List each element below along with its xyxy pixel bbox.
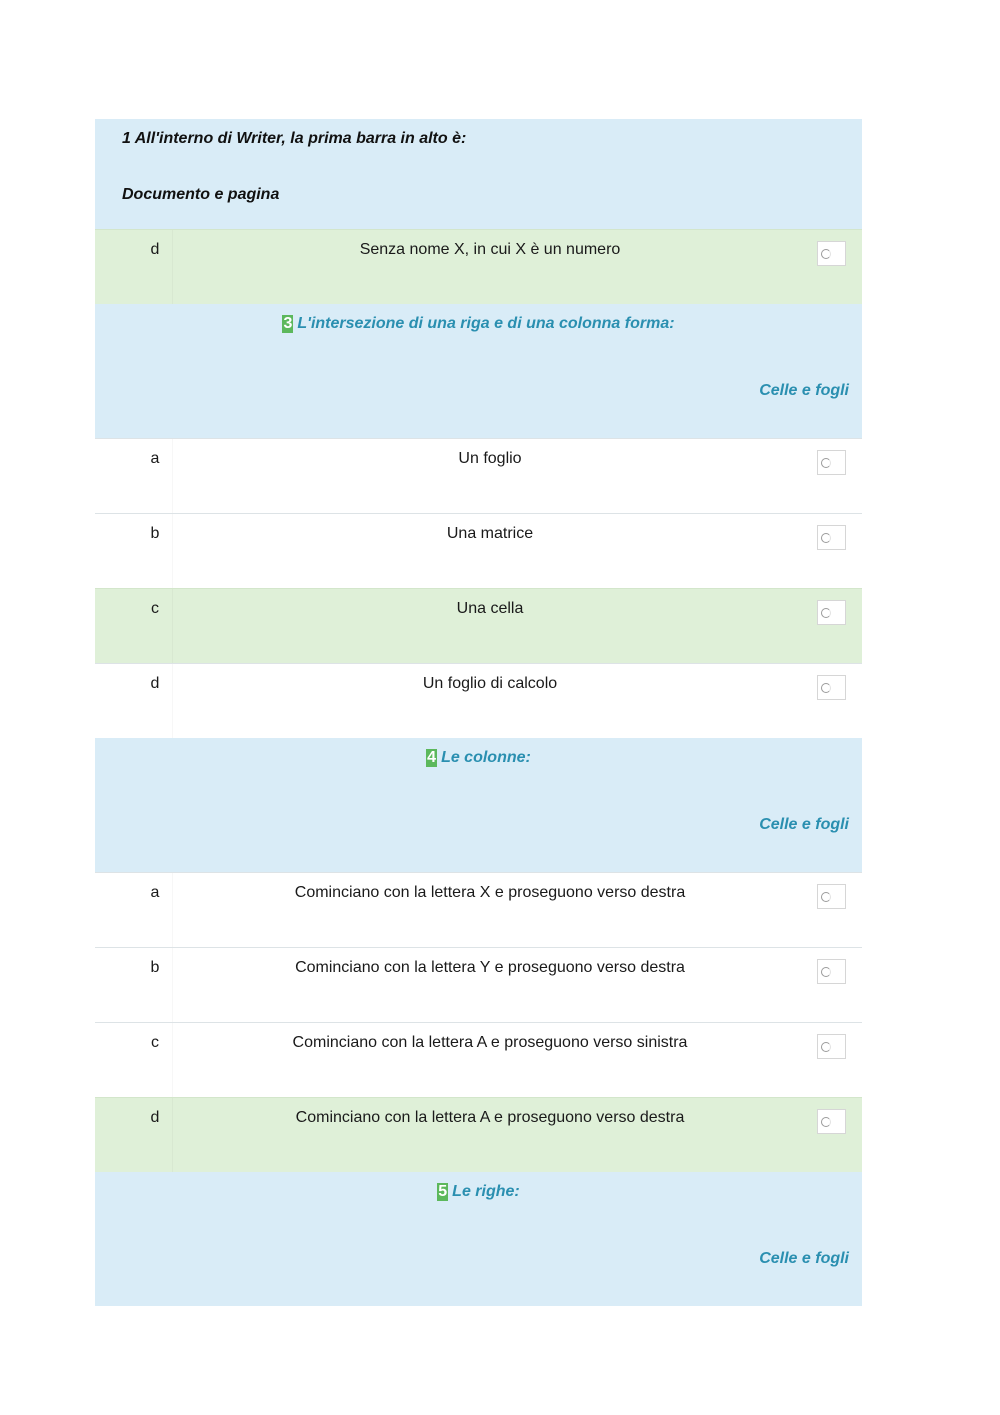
answer-row: [95, 663, 862, 738]
radio-button-icon: [821, 608, 831, 618]
answer-letter: c: [151, 1034, 159, 1051]
column-divider: [172, 873, 173, 947]
quiz-page: [95, 119, 862, 1306]
radio-button-icon: [821, 533, 831, 543]
answer-radio-button[interactable]: [817, 241, 846, 266]
answer-text: Senza nome X, in cui X è un numero: [359, 241, 621, 258]
answer-row: [95, 438, 862, 513]
answer-radio-button[interactable]: [817, 959, 846, 984]
answer-row: [95, 1097, 862, 1172]
column-divider: [172, 514, 173, 588]
radio-button-icon: [821, 1042, 831, 1052]
question-3-header: [95, 304, 862, 438]
answer-text: Una matrice: [446, 525, 534, 542]
question-3-category: Celle e fogli: [759, 382, 849, 399]
answer-radio-button[interactable]: [817, 675, 846, 700]
question-1-title: 1 All'interno di Writer, la prima barra in alto è:: [122, 130, 467, 147]
answer-text: Cominciano con la lettera A e proseguono verso destra: [295, 1109, 685, 1126]
radio-button-icon: [821, 1117, 831, 1127]
question-5-title: Le righe:: [452, 1183, 520, 1200]
answer-radio-button[interactable]: [817, 884, 846, 909]
answer-letter: a: [150, 450, 160, 467]
radio-button-icon: [821, 683, 831, 693]
column-divider: [172, 589, 173, 663]
answer-letter: b: [150, 525, 160, 542]
answer-letter: a: [150, 884, 160, 901]
answer-radio-button[interactable]: [817, 450, 846, 475]
column-divider: [172, 1023, 173, 1097]
question-4-title: Le colonne:: [441, 749, 531, 766]
question-1-header: [95, 119, 862, 229]
question-1-category: Documento e pagina: [122, 186, 280, 203]
answer-row: [95, 229, 862, 304]
answer-letter: d: [150, 241, 160, 258]
answer-letter: c: [151, 600, 159, 617]
question-4-header: [95, 738, 862, 872]
answer-row: [95, 1022, 862, 1097]
answer-letter: d: [150, 675, 160, 692]
question-5-category: Celle e fogli: [759, 1250, 849, 1267]
radio-button-icon: [821, 967, 831, 977]
question-5-header: [95, 1172, 862, 1306]
answer-letter: b: [150, 959, 160, 976]
column-divider: [172, 664, 173, 738]
answer-radio-button[interactable]: [817, 525, 846, 550]
question-4-category: Celle e fogli: [759, 816, 849, 833]
radio-button-icon: [821, 458, 831, 468]
answer-radio-button[interactable]: [817, 1034, 846, 1059]
answer-letter: d: [150, 1109, 160, 1126]
question-3-title: L'intersezione di una riga e di una colonna forma:: [297, 315, 675, 332]
radio-button-icon: [821, 892, 831, 902]
column-divider: [172, 948, 173, 1022]
answer-row: [95, 947, 862, 1022]
question-number-badge: 4: [427, 749, 437, 766]
answer-text: Cominciano con la lettera A e proseguono verso sinistra: [292, 1034, 688, 1051]
answer-text: Cominciano con la lettera X e proseguono verso destra: [294, 884, 686, 901]
answer-radio-button[interactable]: [817, 600, 846, 625]
answer-text: Una cella: [456, 600, 524, 617]
answer-radio-button[interactable]: [817, 1109, 846, 1134]
column-divider: [172, 230, 173, 304]
column-divider: [172, 1098, 173, 1172]
radio-button-icon: [821, 249, 831, 259]
answer-text: Un foglio: [458, 450, 522, 467]
answer-row: [95, 513, 862, 588]
answer-text: Cominciano con la lettera Y e proseguono verso destra: [295, 959, 685, 976]
column-divider: [172, 439, 173, 513]
answer-text: Un foglio di calcolo: [422, 675, 558, 692]
answer-row: [95, 588, 862, 663]
question-number-badge: 5: [438, 1183, 448, 1200]
question-number-badge: 3: [283, 315, 293, 332]
answer-row: [95, 872, 862, 947]
